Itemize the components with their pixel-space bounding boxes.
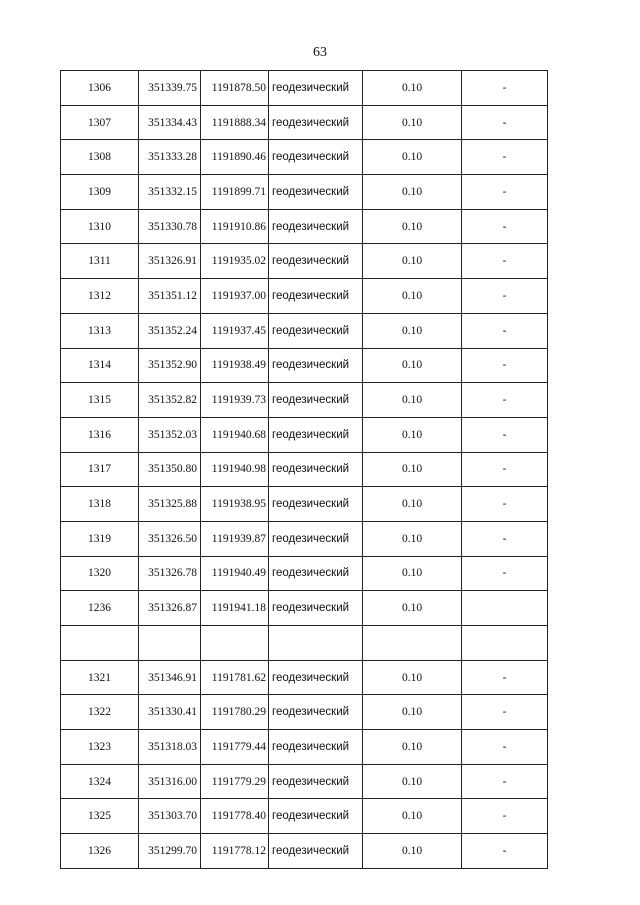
x-coordinate-cell: 351352.90: [139, 348, 201, 383]
method-cell: геодезический: [269, 521, 363, 556]
table-row: [61, 626, 548, 661]
page-number: 63: [313, 45, 327, 60]
x-coordinate-cell: [139, 626, 201, 661]
accuracy-cell: 0.10: [363, 279, 462, 314]
point-number-cell: 1309: [61, 175, 139, 210]
y-coordinate-cell: 1191778.40: [201, 799, 269, 834]
method-cell: геодезический: [269, 487, 363, 522]
description-cell: -: [462, 71, 548, 106]
point-number-cell: 1323: [61, 730, 139, 765]
y-coordinate-cell: 1191779.44: [201, 730, 269, 765]
description-cell: -: [462, 556, 548, 591]
table-row: [61, 556, 548, 591]
point-number-cell: 1322: [61, 695, 139, 730]
accuracy-cell: [363, 626, 462, 661]
y-coordinate-cell: 1191940.49: [201, 556, 269, 591]
method-cell: геодезический: [269, 140, 363, 175]
point-number-cell: 1316: [61, 417, 139, 452]
method-cell: геодезический: [269, 730, 363, 765]
y-coordinate-cell: 1191890.46: [201, 140, 269, 175]
accuracy-cell: 0.10: [363, 383, 462, 418]
y-coordinate-cell: 1191878.50: [201, 71, 269, 106]
point-number-cell: 1319: [61, 521, 139, 556]
y-coordinate-cell: 1191938.49: [201, 348, 269, 383]
point-number-cell: 1320: [61, 556, 139, 591]
point-number-cell: 1315: [61, 383, 139, 418]
x-coordinate-cell: 351326.50: [139, 521, 201, 556]
y-coordinate-cell: 1191937.45: [201, 313, 269, 348]
method-cell: геодезический: [269, 556, 363, 591]
method-cell: геодезический: [269, 417, 363, 452]
description-cell: -: [462, 487, 548, 522]
table-row: [61, 521, 548, 556]
table-row: [61, 383, 548, 418]
x-coordinate-cell: 351334.43: [139, 105, 201, 140]
description-cell: -: [462, 383, 548, 418]
table-row: [61, 175, 548, 210]
description-cell: -: [462, 348, 548, 383]
x-coordinate-cell: 351299.70: [139, 834, 201, 869]
x-coordinate-cell: 351316.00: [139, 764, 201, 799]
y-coordinate-cell: 1191899.71: [201, 175, 269, 210]
description-cell: [462, 591, 548, 626]
table-row: [61, 417, 548, 452]
accuracy-cell: 0.10: [363, 591, 462, 626]
description-cell: -: [462, 105, 548, 140]
y-coordinate-cell: 1191780.29: [201, 695, 269, 730]
y-coordinate-cell: 1191940.68: [201, 417, 269, 452]
point-number-cell: 1312: [61, 279, 139, 314]
point-number-cell: 1321: [61, 660, 139, 695]
description-cell: -: [462, 452, 548, 487]
method-cell: геодезический: [269, 799, 363, 834]
accuracy-cell: 0.10: [363, 521, 462, 556]
x-coordinate-cell: 351326.87: [139, 591, 201, 626]
table-row: [61, 730, 548, 765]
description-cell: -: [462, 730, 548, 765]
y-coordinate-cell: 1191888.34: [201, 105, 269, 140]
x-coordinate-cell: 351326.78: [139, 556, 201, 591]
method-cell: геодезический: [269, 695, 363, 730]
method-cell: геодезический: [269, 383, 363, 418]
coordinates-table-body: [61, 71, 548, 869]
accuracy-cell: 0.10: [363, 487, 462, 522]
method-cell: [269, 626, 363, 661]
description-cell: -: [462, 417, 548, 452]
table-row: [61, 764, 548, 799]
method-cell: геодезический: [269, 244, 363, 279]
point-number-cell: 1314: [61, 348, 139, 383]
point-number-cell: 1311: [61, 244, 139, 279]
description-cell: -: [462, 313, 548, 348]
y-coordinate-cell: 1191779.29: [201, 764, 269, 799]
x-coordinate-cell: 351352.24: [139, 313, 201, 348]
y-coordinate-cell: 1191939.87: [201, 521, 269, 556]
y-coordinate-cell: 1191941.18: [201, 591, 269, 626]
accuracy-cell: 0.10: [363, 140, 462, 175]
description-cell: -: [462, 175, 548, 210]
method-cell: геодезический: [269, 71, 363, 106]
description-cell: -: [462, 521, 548, 556]
accuracy-cell: 0.10: [363, 71, 462, 106]
method-cell: геодезический: [269, 209, 363, 244]
accuracy-cell: 0.10: [363, 556, 462, 591]
table-row: [61, 140, 548, 175]
point-number-cell: 1308: [61, 140, 139, 175]
point-number-cell: 1324: [61, 764, 139, 799]
coordinates-table: [60, 70, 548, 869]
accuracy-cell: 0.10: [363, 348, 462, 383]
accuracy-cell: 0.10: [363, 660, 462, 695]
description-cell: -: [462, 834, 548, 869]
table-row: [61, 105, 548, 140]
accuracy-cell: 0.10: [363, 799, 462, 834]
description-cell: -: [462, 660, 548, 695]
table-row: [61, 660, 548, 695]
table-row: [61, 71, 548, 106]
method-cell: геодезический: [269, 452, 363, 487]
description-cell: -: [462, 764, 548, 799]
table-row: [61, 279, 548, 314]
table-row: [61, 695, 548, 730]
method-cell: геодезический: [269, 313, 363, 348]
table-row: [61, 834, 548, 869]
accuracy-cell: 0.10: [363, 452, 462, 487]
table-row: [61, 348, 548, 383]
point-number-cell: 1310: [61, 209, 139, 244]
x-coordinate-cell: 351325.88: [139, 487, 201, 522]
table-row: [61, 591, 548, 626]
table-row: [61, 313, 548, 348]
accuracy-cell: 0.10: [363, 730, 462, 765]
table-row: [61, 452, 548, 487]
table-row: [61, 799, 548, 834]
method-cell: геодезический: [269, 175, 363, 210]
y-coordinate-cell: 1191778.12: [201, 834, 269, 869]
x-coordinate-cell: 351330.78: [139, 209, 201, 244]
accuracy-cell: 0.10: [363, 175, 462, 210]
description-cell: -: [462, 209, 548, 244]
y-coordinate-cell: 1191781.62: [201, 660, 269, 695]
point-number-cell: 1306: [61, 71, 139, 106]
method-cell: геодезический: [269, 834, 363, 869]
table-row: [61, 244, 548, 279]
point-number-cell: 1317: [61, 452, 139, 487]
method-cell: геодезический: [269, 105, 363, 140]
y-coordinate-cell: 1191939.73: [201, 383, 269, 418]
point-number-cell: 1236: [61, 591, 139, 626]
method-cell: геодезический: [269, 764, 363, 799]
x-coordinate-cell: 351330.41: [139, 695, 201, 730]
point-number-cell: 1307: [61, 105, 139, 140]
y-coordinate-cell: 1191940.98: [201, 452, 269, 487]
description-cell: -: [462, 695, 548, 730]
x-coordinate-cell: 351318.03: [139, 730, 201, 765]
x-coordinate-cell: 351350.80: [139, 452, 201, 487]
description-cell: -: [462, 140, 548, 175]
x-coordinate-cell: 351352.03: [139, 417, 201, 452]
table-row: [61, 487, 548, 522]
accuracy-cell: 0.10: [363, 417, 462, 452]
accuracy-cell: 0.10: [363, 105, 462, 140]
x-coordinate-cell: 351346.91: [139, 660, 201, 695]
x-coordinate-cell: 351326.91: [139, 244, 201, 279]
accuracy-cell: 0.10: [363, 313, 462, 348]
method-cell: геодезический: [269, 348, 363, 383]
point-number-cell: 1326: [61, 834, 139, 869]
x-coordinate-cell: 351352.82: [139, 383, 201, 418]
y-coordinate-cell: [201, 626, 269, 661]
y-coordinate-cell: 1191910.86: [201, 209, 269, 244]
y-coordinate-cell: 1191935.02: [201, 244, 269, 279]
x-coordinate-cell: 351339.75: [139, 71, 201, 106]
table-row: [61, 209, 548, 244]
accuracy-cell: 0.10: [363, 764, 462, 799]
description-cell: [462, 626, 548, 661]
x-coordinate-cell: 351303.70: [139, 799, 201, 834]
x-coordinate-cell: 351351.12: [139, 279, 201, 314]
description-cell: -: [462, 799, 548, 834]
accuracy-cell: 0.10: [363, 695, 462, 730]
method-cell: геодезический: [269, 591, 363, 626]
description-cell: -: [462, 279, 548, 314]
point-number-cell: 1318: [61, 487, 139, 522]
accuracy-cell: 0.10: [363, 834, 462, 869]
y-coordinate-cell: 1191937.00: [201, 279, 269, 314]
point-number-cell: 1313: [61, 313, 139, 348]
method-cell: геодезический: [269, 660, 363, 695]
x-coordinate-cell: 351332.15: [139, 175, 201, 210]
y-coordinate-cell: 1191938.95: [201, 487, 269, 522]
method-cell: геодезический: [269, 279, 363, 314]
x-coordinate-cell: 351333.28: [139, 140, 201, 175]
point-number-cell: 1325: [61, 799, 139, 834]
point-number-cell: [61, 626, 139, 661]
accuracy-cell: 0.10: [363, 209, 462, 244]
accuracy-cell: 0.10: [363, 244, 462, 279]
description-cell: -: [462, 244, 548, 279]
